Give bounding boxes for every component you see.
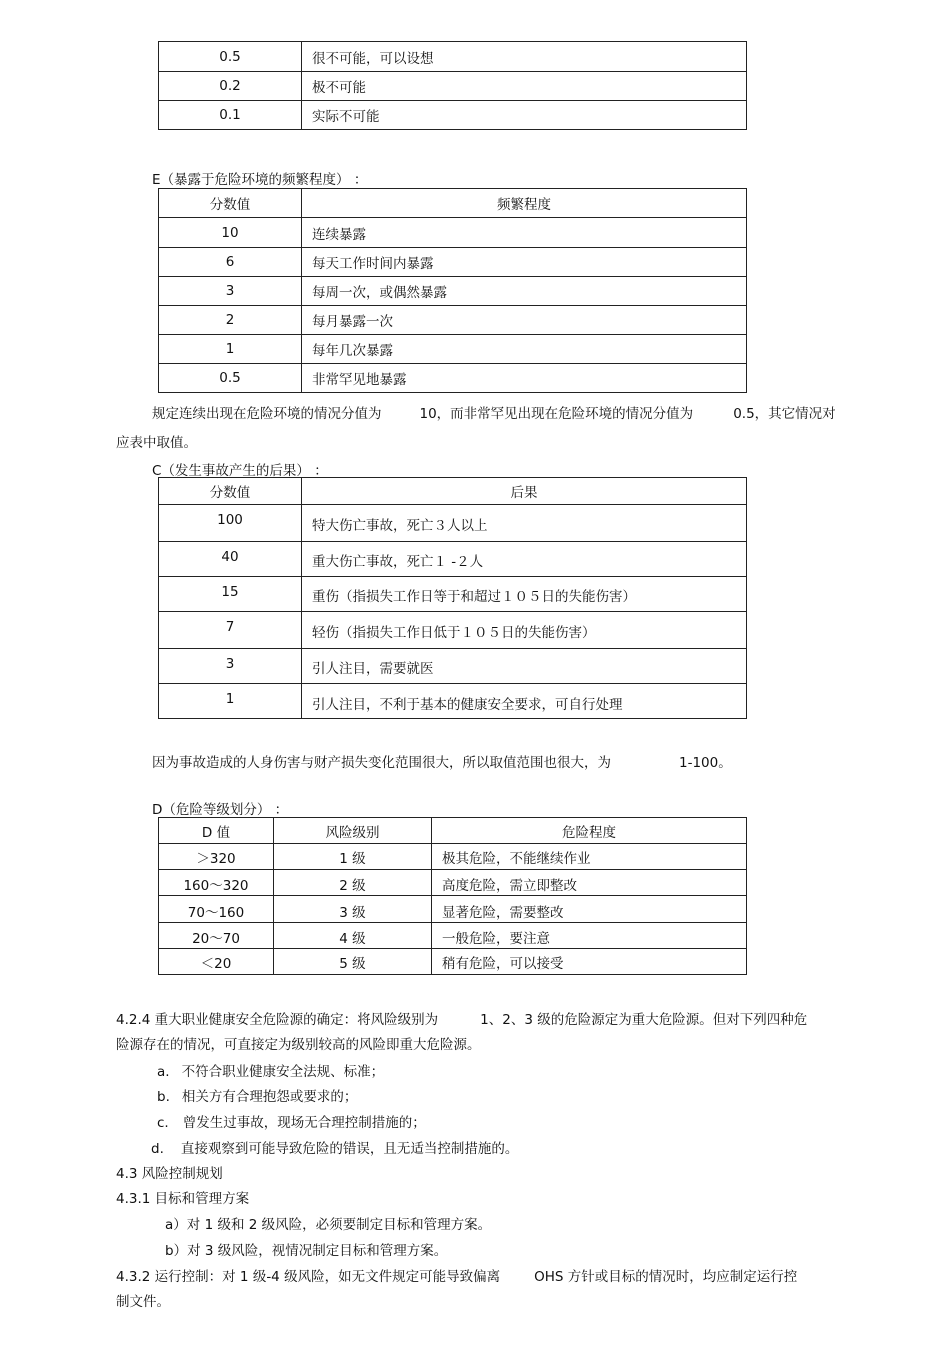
table-row xyxy=(159,612,747,649)
danger-degree-header: 危险程度 xyxy=(432,818,747,844)
risk-level-table xyxy=(158,817,747,975)
table-row xyxy=(159,542,747,577)
e-note-line2: 应表中取值。 xyxy=(116,435,197,451)
score-cell: 2 xyxy=(159,306,302,335)
list-item xyxy=(151,1137,518,1157)
d-heading: D（危险等级划分） ： xyxy=(152,802,289,818)
score-cell: 40 xyxy=(159,542,302,577)
table-row xyxy=(159,335,747,364)
d-value-cell: ＜20 xyxy=(159,949,274,975)
section-424-line2: 险源存在的情况，可直接定为级别较高的风险即重大危险源。 xyxy=(116,1037,481,1053)
score-cell: 6 xyxy=(159,248,302,277)
desc-cell: 很不可能，可以设想 xyxy=(302,42,747,72)
exposure-table xyxy=(158,188,747,393)
desc-cell: 实际不可能 xyxy=(302,101,747,130)
c-note xyxy=(152,751,732,771)
section-432-part2: OHS 方针或目标的情况时，均应制定运行控 xyxy=(534,1269,798,1285)
score-cell: 10 xyxy=(159,218,302,248)
table-row xyxy=(159,101,747,130)
table-row xyxy=(159,306,747,335)
list-marker: b. xyxy=(157,1089,170,1105)
desc-cell: 引人注目，需要就医 xyxy=(302,649,747,684)
score-header: 分数值 xyxy=(159,478,302,505)
section-431-item-a: a）对 1 级和 2 级风险，必须要制定目标和管理方案。 xyxy=(165,1217,492,1233)
desc-cell: 连续暴露 xyxy=(302,218,747,248)
table-row xyxy=(159,364,747,393)
score-cell: 0.5 xyxy=(159,364,302,393)
score-cell: 0.5 xyxy=(159,42,302,72)
score-cell: 7 xyxy=(159,612,302,649)
d-value-cell: 160～320 xyxy=(159,870,274,896)
c-note-part2: 1-100。 xyxy=(679,755,732,771)
score-cell: 1 xyxy=(159,684,302,719)
risk-level-cell: 3 级 xyxy=(274,896,432,923)
desc-cell: 重伤（指损失工作日等于和超过１０５日的失能伤害） xyxy=(302,577,747,612)
section-424-part2: 1、2、3 级的危险源定为重大危险源。但对下列四种危 xyxy=(480,1012,808,1028)
table-row xyxy=(159,949,747,975)
desc-cell: 轻伤（指损失工作日低于１０５日的失能伤害） xyxy=(302,612,747,649)
score-cell: 0.2 xyxy=(159,72,302,101)
likelihood-table-continued xyxy=(158,41,747,130)
list-text: 相关方有合理抱怨或要求的； xyxy=(181,1089,358,1105)
desc-cell: 每月暴露一次 xyxy=(302,306,747,335)
table-row xyxy=(159,649,747,684)
consequence-header: 后果 xyxy=(302,478,747,505)
score-cell: 1 xyxy=(159,335,302,364)
section-432-part1: 4.3.2 运行控制：对 1 级-4 级风险，如无文件规定可能导致偏离 xyxy=(116,1269,501,1285)
table-row xyxy=(159,42,747,72)
section-424-part1: 4.2.4 重大职业健康安全危险源的确定：将风险级别为 xyxy=(116,1012,439,1028)
desc-cell: 重大伤亡事故，死亡１ -２人 xyxy=(302,542,747,577)
risk-level-cell: 2 级 xyxy=(274,870,432,896)
desc-cell: 引人注目，不利于基本的健康安全要求，可自行处理 xyxy=(302,684,747,719)
e-note-part2: 10，而非常罕见出现在危险环境的情况分值为 xyxy=(419,406,694,422)
danger-degree-cell: 极其危险，不能继续作业 xyxy=(432,844,747,870)
desc-header: 频繁程度 xyxy=(302,189,747,218)
desc-cell: 非常罕见地暴露 xyxy=(302,364,747,393)
table-header-row xyxy=(159,818,747,844)
c-heading: C（发生事故产生的后果） ： xyxy=(152,463,328,479)
table-row xyxy=(159,896,747,923)
e-note-line1 xyxy=(152,402,836,422)
desc-cell: 极不可能 xyxy=(302,72,747,101)
list-marker: c. xyxy=(157,1115,169,1131)
section-431-title: 4.3.1 目标和管理方案 xyxy=(116,1191,250,1207)
d-value-header: D 值 xyxy=(159,818,274,844)
risk-level-header: 风险级别 xyxy=(274,818,432,844)
table-row xyxy=(159,72,747,101)
table-row xyxy=(159,505,747,542)
section-424-line1 xyxy=(116,1008,807,1028)
d-value-cell: ＞320 xyxy=(159,844,274,870)
section-432-line2: 制文件。 xyxy=(116,1294,170,1310)
e-heading: E（暴露于危险环境的频繁程度） ： xyxy=(152,172,368,188)
danger-degree-cell: 显著危险，需要整改 xyxy=(432,896,747,923)
table-row xyxy=(159,277,747,306)
score-cell: 100 xyxy=(159,505,302,542)
table-row xyxy=(159,218,747,248)
score-cell: 0.1 xyxy=(159,101,302,130)
desc-cell: 每天工作时间内暴露 xyxy=(302,248,747,277)
table-row xyxy=(159,870,747,896)
e-note-part3: 0.5，其它情况对 xyxy=(733,406,836,422)
danger-degree-cell: 一般危险，要注意 xyxy=(432,923,747,949)
table-row xyxy=(159,844,747,870)
danger-degree-cell: 稍有危险，可以接受 xyxy=(432,949,747,975)
risk-level-cell: 5 级 xyxy=(274,949,432,975)
consequence-table xyxy=(158,477,747,719)
risk-level-cell: 1 级 xyxy=(274,844,432,870)
desc-cell: 每周一次，或偶然暴露 xyxy=(302,277,747,306)
score-cell: 3 xyxy=(159,649,302,684)
table-row xyxy=(159,923,747,949)
table-row xyxy=(159,684,747,719)
d-value-cell: 20～70 xyxy=(159,923,274,949)
section-431-item-b: b）对 3 级风险，视情况制定目标和管理方案。 xyxy=(165,1243,448,1259)
list-text: 曾发生过事故，现场无合理控制措施的； xyxy=(182,1115,426,1131)
list-item xyxy=(157,1111,426,1131)
table-header-row xyxy=(159,478,747,505)
table-header-row xyxy=(159,189,747,218)
danger-degree-cell: 高度危险，需立即整改 xyxy=(432,870,747,896)
list-item xyxy=(157,1060,384,1080)
table-row xyxy=(159,248,747,277)
list-marker: a. xyxy=(157,1064,170,1080)
score-cell: 15 xyxy=(159,577,302,612)
c-note-part1: 因为事故造成的人身伤害与财产损失变化范围很大，所以取值范围也很大，为 xyxy=(152,755,611,771)
table-row xyxy=(159,577,747,612)
list-text: 不符合职业健康安全法规、标准； xyxy=(181,1064,385,1080)
section-43-title: 4.3 风险控制规划 xyxy=(116,1166,223,1182)
risk-level-cell: 4 级 xyxy=(274,923,432,949)
desc-cell: 特大伤亡事故，死亡３人以上 xyxy=(302,505,747,542)
list-marker: d. xyxy=(151,1141,164,1157)
section-432-line1 xyxy=(116,1265,797,1285)
d-value-cell: 70～160 xyxy=(159,896,274,923)
list-item xyxy=(157,1085,357,1105)
score-cell: 3 xyxy=(159,277,302,306)
e-note-part1: 规定连续出现在危险环境的情况分值为 xyxy=(152,406,382,422)
score-header: 分数值 xyxy=(159,189,302,218)
list-text: 直接观察到可能导致危险的错误，且无适当控制措施的。 xyxy=(180,1141,519,1157)
desc-cell: 每年几次暴露 xyxy=(302,335,747,364)
